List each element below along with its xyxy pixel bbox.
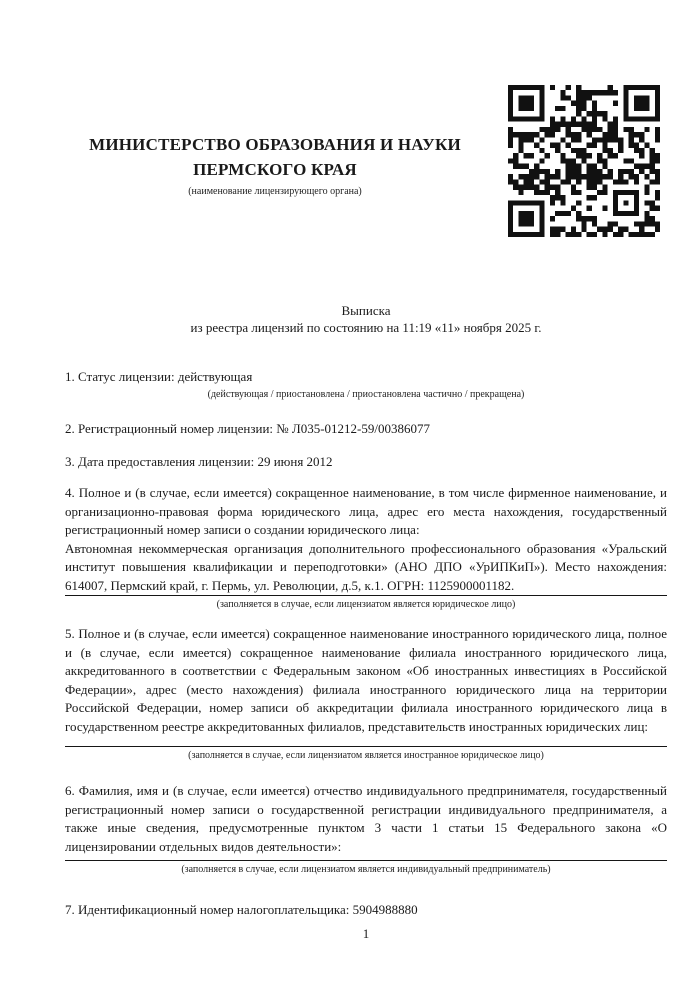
individual-entrepreneur-fill-caption: (заполняется в случае, если лицензиатом является индивидуальный предприниматель) bbox=[181, 864, 551, 875]
individual-entrepreneur-label: 6. Фамилия, имя и (в случае, если имеется) отчество индивидуального предпринимателя, государственный регистрационный номер записи о государственной регистрации индивидуального предпринимателя, а также иные сведения, предусмотренные пунктом 3 части 1 статьи 15 Федерального закона «О лицензировании отдельных видов деятельности»: bbox=[65, 783, 667, 854]
extract-title-block bbox=[65, 303, 667, 336]
foreign-entity-item bbox=[65, 625, 667, 762]
qr-code-icon bbox=[508, 85, 660, 237]
taxpayer-id-item: 7. Идентификационный номер налогоплательщика: 5904988880 bbox=[65, 902, 418, 917]
page-number: 1 bbox=[362, 926, 370, 941]
licensee-legal-entity-item bbox=[65, 484, 667, 611]
extract-title: Выписка bbox=[341, 303, 391, 318]
extract-items bbox=[65, 369, 667, 918]
fill-line bbox=[65, 746, 667, 747]
licensing-authority-block bbox=[65, 132, 485, 198]
extract-subtitle: из реестра лицензий по состоянию на 11:19 «11» ноября 2025 г. bbox=[190, 319, 542, 335]
individual-entrepreneur-item bbox=[65, 782, 667, 876]
foreign-entity-value bbox=[65, 736, 667, 746]
ministry-name-line1: МИНИСТЕРСТВО ОБРАЗОВАНИЯ И НАУКИ bbox=[89, 135, 461, 154]
license-number-item: 2. Регистрационный номер лицензии: № Л035-01212-59/00386077 bbox=[65, 421, 431, 436]
ministry-name-line2: ПЕРМСКОГО КРАЯ bbox=[193, 160, 357, 179]
licensee-legal-entity-value: Автономная некоммерческая организация дополнительного профессионального образования «Уральский институт повышения квалификации и переподготовки» (АНО ДПО «УрИПКиП»). Место нахождения: 614007, Пермский край, г. Пермь, ул. Революции, д.5, к.1. ОГРН: 1125900001182. bbox=[65, 540, 667, 593]
license-grant-date-item: 3. Дата предоставления лицензии: 29 июня 2012 bbox=[65, 454, 333, 469]
qr-code-image bbox=[508, 85, 660, 237]
license-status-item: 1. Статус лицензии: действующая bbox=[65, 369, 253, 384]
foreign-entity-fill-caption: (заполняется в случае, если лицензиатом является иностранное юридическое лицо) bbox=[188, 750, 544, 761]
license-status-options-caption: (действующая / приостановлена / приостановлена частично / прекращена) bbox=[207, 389, 525, 400]
legal-entity-fill-caption: (заполняется в случае, если лицензиатом является юридическое лицо) bbox=[216, 599, 516, 610]
fill-line bbox=[65, 860, 667, 861]
licensee-legal-entity-label: 4. Полное и (в случае, если имеется) сокращенное наименование, в том числе фирменное наименование, и организационно-правовая форма юридического лица, адрес его места нахождения, государственный регистрационный номер записи о создании юридического лица: bbox=[65, 485, 667, 537]
foreign-entity-label: 5. Полное и (в случае, если имеется) сокращенное наименование иностранного юридического лица, полное и (в случае, если имеется) сокращенное наименование филиала иностранного юридического лица, аккредитованного в соответствии с Федеральным законом «Об иностранных инвестициях в Российской Федерации», адрес (место нахождения) филиала иностранного юридического лица на территории Российской Федерации, номер записи об аккредитации филиала иностранного юридического лица в государственном реестре аккредитованных филиалов, представительств иностранных юридических лиц: bbox=[65, 626, 667, 734]
fill-line bbox=[65, 595, 667, 596]
licensing-authority-caption: (наименование лицензирующего органа) bbox=[188, 186, 362, 197]
